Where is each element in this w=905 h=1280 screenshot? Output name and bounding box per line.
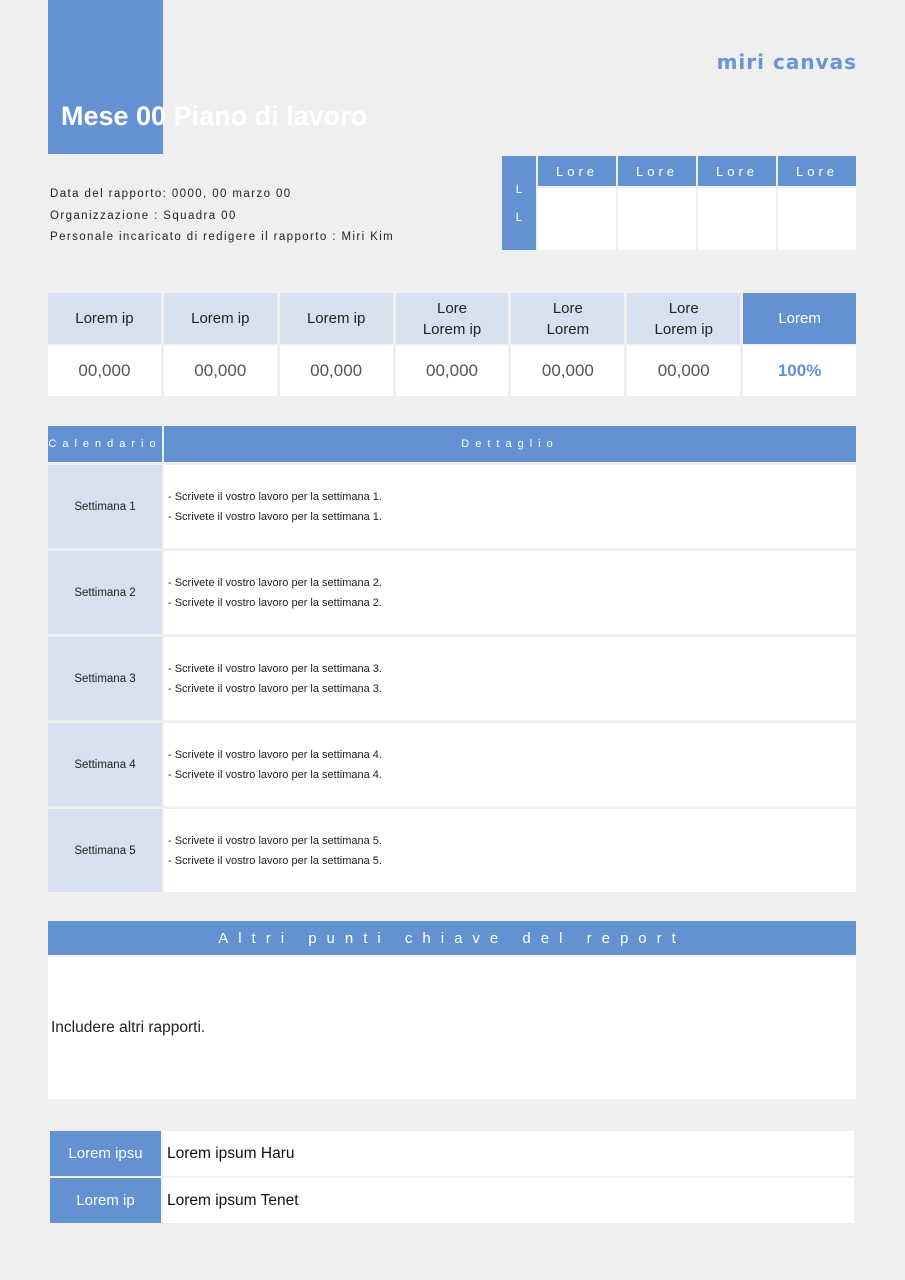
stat-value: 00,000 — [396, 346, 509, 396]
stat-label: Lorem ip — [280, 293, 393, 344]
stat-label: Lorem ip — [164, 293, 277, 344]
stat-value: 00,000 — [48, 346, 161, 396]
schedule-table — [48, 426, 856, 892]
report-date: Data del rapporto: 0000, 00 marzo 00 — [50, 188, 292, 200]
week-detail[interactable] — [164, 637, 856, 720]
week-detail[interactable] — [164, 551, 856, 634]
week-detail-line: - Scrivete il vostro lavoro per la settimana 5. — [168, 854, 382, 867]
week-label: Settimana 1 — [48, 465, 162, 548]
week-label: Settimana 4 — [48, 723, 162, 806]
report-info — [50, 184, 394, 249]
table-row — [48, 637, 856, 720]
footer-key: Lorem ip — [50, 1178, 161, 1223]
table-row — [50, 1131, 854, 1176]
week-detail-line: - Scrivete il vostro lavoro per la settimana 2. — [168, 596, 382, 609]
week-detail[interactable] — [164, 809, 856, 892]
footer-table — [50, 1131, 854, 1225]
week-detail-line: - Scrivete il vostro lavoro per la settimana 2. — [168, 576, 382, 589]
stat-value: 00,000 — [627, 346, 740, 396]
week-detail-line: - Scrivete il vostro lavoro per la settimana 3. — [168, 662, 382, 675]
other-key-points-body[interactable]: Includere altri rapporti. — [48, 957, 856, 1099]
stat-cell — [396, 293, 509, 396]
approval-column-header: Lore — [618, 156, 696, 186]
approval-signature-cell[interactable] — [538, 188, 616, 250]
other-key-points — [48, 921, 856, 1099]
stat-cell — [280, 293, 393, 396]
approval-side-label-2: L — [515, 210, 523, 224]
approval-column — [618, 156, 696, 250]
page-title: Mese 00 Piano di lavoro — [61, 101, 368, 131]
week-label: Settimana 5 — [48, 809, 162, 892]
table-row — [48, 809, 856, 892]
stat-label: Lore Lorem ip — [396, 293, 509, 344]
stat-value: 00,000 — [511, 346, 624, 396]
footer-value[interactable]: Lorem ipsum Haru — [163, 1131, 854, 1176]
footer-key: Lorem ipsu — [50, 1131, 161, 1176]
week-detail[interactable] — [164, 465, 856, 548]
approval-signature-cell[interactable] — [618, 188, 696, 250]
table-row — [50, 1178, 854, 1223]
week-detail[interactable] — [164, 723, 856, 806]
week-detail-line: - Scrivete il vostro lavoro per la settimana 4. — [168, 748, 382, 761]
approval-column — [778, 156, 856, 250]
stat-cell — [164, 293, 277, 396]
schedule-header-calendar: Calendario — [48, 426, 162, 462]
approval-side-label — [502, 156, 536, 250]
stat-cell-total — [743, 293, 856, 396]
table-row — [48, 465, 856, 548]
approval-column-header: Lore — [538, 156, 616, 186]
week-detail-line: - Scrivete il vostro lavoro per la settimana 1. — [168, 490, 382, 503]
approval-column — [538, 156, 616, 250]
stat-label: Lorem — [743, 293, 856, 344]
footer-value[interactable]: Lorem ipsum Tenet — [163, 1178, 854, 1223]
stat-cell — [511, 293, 624, 396]
stat-value: 00,000 — [280, 346, 393, 396]
week-detail-line: - Scrivete il vostro lavoro per la settimana 4. — [168, 768, 382, 781]
table-row — [48, 551, 856, 634]
schedule-header-detail: Dettaglio — [164, 426, 856, 462]
approval-column-header: Lore — [778, 156, 856, 186]
stat-label: Lorem ip — [48, 293, 161, 344]
week-detail-line: - Scrivete il vostro lavoro per la settimana 3. — [168, 682, 382, 695]
week-label: Settimana 3 — [48, 637, 162, 720]
approval-column-header: Lore — [698, 156, 776, 186]
week-label: Settimana 2 — [48, 551, 162, 634]
approval-side-label-1: L — [515, 182, 523, 196]
brand-logo: miri canvas — [716, 50, 857, 74]
stat-cell — [48, 293, 161, 396]
stat-label: Lore Lorem — [511, 293, 624, 344]
stat-value: 00,000 — [164, 346, 277, 396]
stat-value-percent: 100% — [743, 346, 856, 396]
table-row — [48, 723, 856, 806]
stats-table — [48, 293, 856, 396]
week-detail-line: - Scrivete il vostro lavoro per la settimana 1. — [168, 510, 382, 523]
approval-signature-cell[interactable] — [778, 188, 856, 250]
approval-table — [502, 156, 856, 250]
stat-cell — [627, 293, 740, 396]
report-author: Personale incaricato di redigere il rapporto : Miri Kim — [50, 231, 395, 243]
approval-signature-cell[interactable] — [698, 188, 776, 250]
week-detail-line: - Scrivete il vostro lavoro per la settimana 5. — [168, 834, 382, 847]
stat-label: Lore Lorem ip — [627, 293, 740, 344]
approval-column — [698, 156, 776, 250]
other-key-points-title: Altri punti chiave del report — [48, 921, 856, 955]
organization: Organizzazione : Squadra 00 — [50, 209, 237, 222]
